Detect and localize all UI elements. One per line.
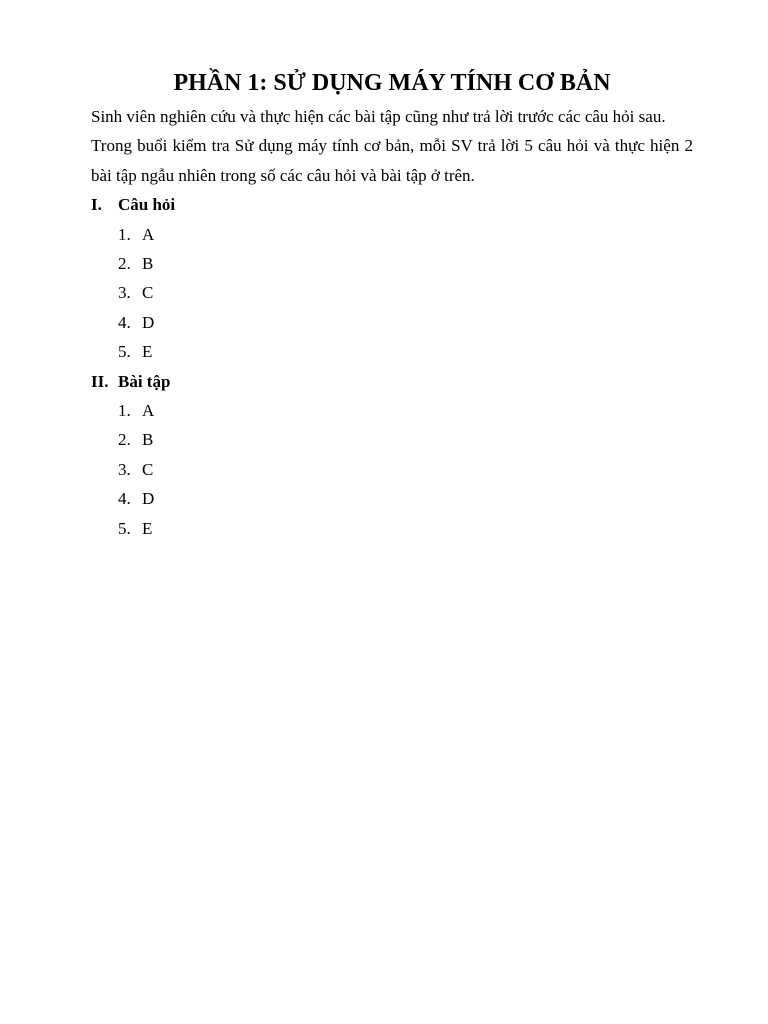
list-item	[91, 278, 693, 307]
page-title: PHẦN 1: SỬ DỤNG MÁY TÍNH CƠ BẢN	[173, 70, 611, 96]
list-item-text: B	[142, 430, 154, 450]
section-number: II.	[91, 371, 109, 391]
section-questions	[91, 190, 693, 366]
list-item	[91, 337, 693, 366]
intro-paragraph: Sinh viên nghiên cứu và thực hiện các bài tập cũng như trả lời trước các câu hỏi sau.	[91, 107, 666, 126]
instruction-paragraph: Trong buổi kiểm tra Sử dụng máy tính cơ bản, mỗi SV trả lời 5 câu hỏi và thực hiện 2 bài tập ngẫu nhiên trong số các câu hỏi và bài tập ở trên.	[91, 136, 693, 185]
list-item-text: A	[142, 224, 155, 244]
section-heading	[91, 190, 693, 219]
list-item-number: 3.	[118, 459, 131, 479]
section-title: Câu hỏi	[118, 195, 176, 215]
list-item	[91, 308, 693, 337]
document-page	[91, 66, 693, 543]
list-item-text: D	[142, 312, 155, 332]
list-item	[91, 396, 693, 425]
list-item	[91, 425, 693, 454]
section-number: I.	[91, 195, 102, 215]
list-item-number: 5.	[118, 342, 131, 362]
list-item-text: C	[142, 459, 154, 479]
exercise-list	[91, 396, 693, 543]
section-heading	[91, 367, 693, 396]
list-item-text: A	[142, 401, 155, 421]
list-item-text: D	[142, 489, 155, 509]
list-item	[91, 220, 693, 249]
list-item-text: E	[142, 342, 153, 362]
list-item-number: 2.	[118, 254, 131, 274]
list-item	[91, 514, 693, 543]
list-item-text: E	[142, 518, 153, 538]
list-item-number: 2.	[118, 430, 131, 450]
section-title: Bài tập	[118, 371, 171, 391]
list-item-number: 3.	[118, 283, 131, 303]
list-item-number: 5.	[118, 518, 131, 538]
list-item-number: 4.	[118, 489, 131, 509]
section-exercises	[91, 367, 693, 543]
list-item	[91, 484, 693, 513]
list-item-text: C	[142, 283, 154, 303]
list-item	[91, 249, 693, 278]
list-item-number: 1.	[118, 401, 131, 421]
question-list	[91, 220, 693, 367]
list-item	[91, 455, 693, 484]
list-item-number: 4.	[118, 312, 131, 332]
list-item-number: 1.	[118, 224, 131, 244]
list-item-text: B	[142, 254, 154, 274]
